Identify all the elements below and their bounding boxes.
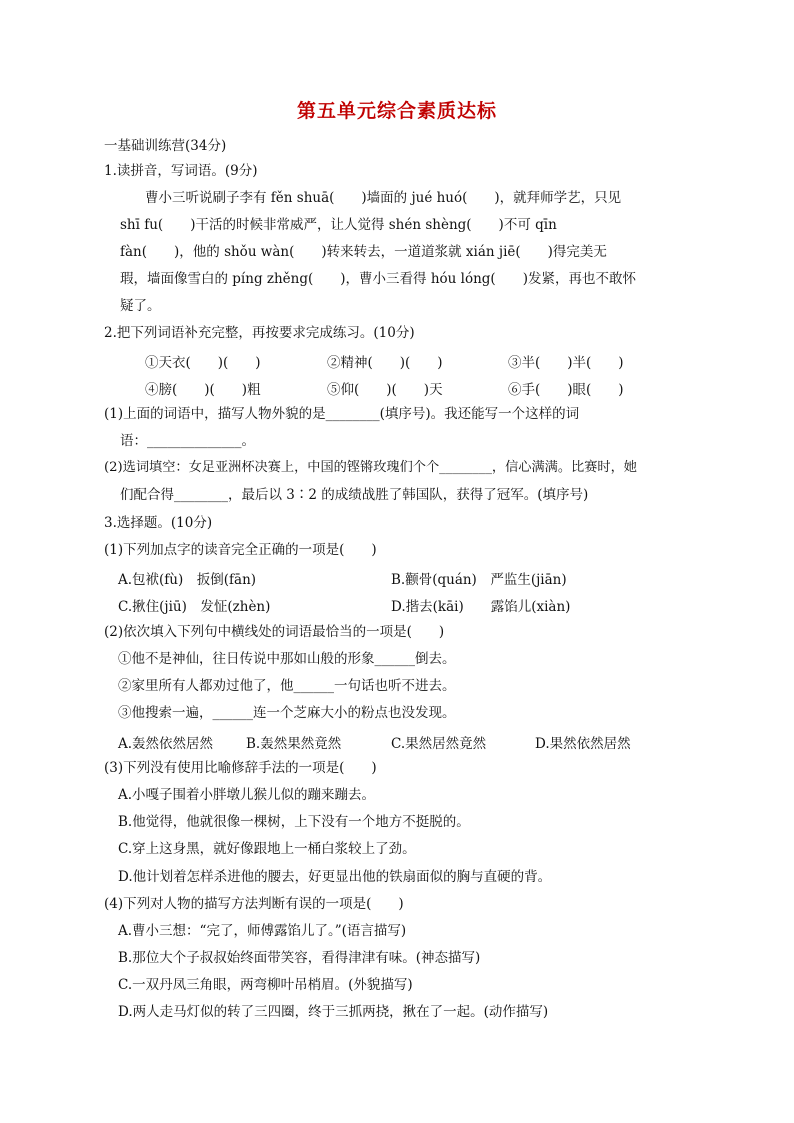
q3-s4-stem: (4)下列对人物的描写方法判断有误的一项是( ) [104,896,404,912]
q3-s2-option-a: A.轰然依然居然 [118,736,214,752]
q3-s2-item-3: ③他搜索一遍，______连一个芝麻大小的粉点也没发现。 [118,705,456,721]
q3-s4-option-c: C.一双丹凤三角眼，两弯柳叶吊梢眉。(外貌描写) [118,977,413,993]
q2-item-6: ⑥手( )眼( ) [508,382,624,398]
q3-s3-stem: (3)下列没有使用比喻修辞手法的一项是( ) [104,760,377,776]
q2-heading: 2.把下列词语补充完整，再按要求完成练习。(10分) [104,325,415,341]
q2-sub1-line-2: 语：______________。 [120,433,255,449]
q3-s2-option-b: B.轰然果然竟然 [246,736,342,752]
q3-s3-option-d: D.他计划着怎样杀进他的腰去，好更显出他的铁扇面似的胸与直硬的背。 [118,869,552,885]
q2-item-4: ④膀( )( )粗 [145,382,261,398]
q3-s4-option-d: D.两人走马灯似的转了三四圈，终于三抓两挠，揪在了一起。(动作描写) [118,1004,549,1020]
q2-item-3: ③半( )半( ) [508,355,624,371]
q1-heading: 1.读拼音，写词语。(9分) [104,163,258,179]
q3-s1-stem: (1)下列加点字的读音完全正确的一项是( ) [104,542,377,558]
q3-s1-option-a: A.包袱(fù) 扳倒(fān) [118,572,257,588]
q1-line-4: 瑕，墙面像雪白的 píng zhěng( )，曹小三看得 hóu lóng( )发紧，再也不敢怀 [120,271,636,287]
q3-s1-option-b: B.颧骨(quán) 严监生(jiān) [391,572,567,588]
q3-s3-option-a: A.小嘎子围着小胖墩儿猴儿似的蹦来蹦去。 [118,787,376,803]
q1-line-3: fàn( )，他的 shǒu wàn( )转来转去，一道道浆就 xián jiē( )得完美无 [120,244,607,260]
q1-line-5: 疑了。 [120,298,161,314]
page-title: 第五单元综合素质达标 [296,100,497,122]
q1-line-2: shī fu( )干活的时候非常威严，让人觉得 shén shèng( )不可 qīn [120,217,557,233]
q2-sub1-line-1: (1)上面的词语中，描写人物外貌的是________(填序号)。我还能写一个这样的词 [104,406,580,422]
q3-s4-option-a: A.曹小三想：“完了，师傅露馅儿了。”(语言描写) [118,923,407,939]
q2-item-1: ①天衣( )( ) [145,355,261,371]
q3-s2-option-d: D.果然依然居然 [535,736,631,752]
q2-sub2-line-1: (2)选词填空：女足亚洲杯决赛上，中国的铿锵玫瑰们个个________，信心满满。比赛时，她 [104,460,637,475]
section-heading: 一基础训练营(34分) [104,138,227,154]
q3-s3-option-b: B.他觉得，他就很像一棵树，上下没有一个地方不挺脱的。 [118,814,470,830]
q3-s1-option-d: D.揩去(kāi) 露馅儿(xiàn) [391,599,571,615]
q3-heading: 3.选择题。(10分) [104,515,213,531]
q3-s2-item-2: ②家里所有人都劝过他了，他______一句话也听不进去。 [118,678,456,694]
q3-s1-option-c: C.揪住(jiū) 发怔(zhèn) [118,599,271,615]
q1-line-1: 曹小三听说刷子李有 fěn shuā( )墙面的 jué huó( )，就拜师学艺，只见 [145,190,622,206]
q2-sub2-line-2: 们配合得________，最后以 3∶2 的成绩战胜了韩国队，获得了冠军。(填序号) [120,487,589,503]
q3-s2-stem: (2)依次填入下列句中横线处的词语最恰当的一项是( ) [104,624,445,640]
q3-s4-option-b: B.那位大个子叔叔始终面带笑容，看得津津有味。(神态描写) [118,950,481,966]
q2-item-2: ②精神( )( ) [327,355,443,371]
q3-s2-item-1: ①他不是神仙，往日传说中那如山般的形象______倒去。 [118,651,456,667]
q2-item-5: ⑤仰( )( )天 [327,382,443,398]
q3-s3-option-c: C.穿上这身黑，就好像跟地上一桶白浆较上了劲。 [118,841,416,857]
q3-s2-option-c: C.果然居然竟然 [391,736,487,752]
